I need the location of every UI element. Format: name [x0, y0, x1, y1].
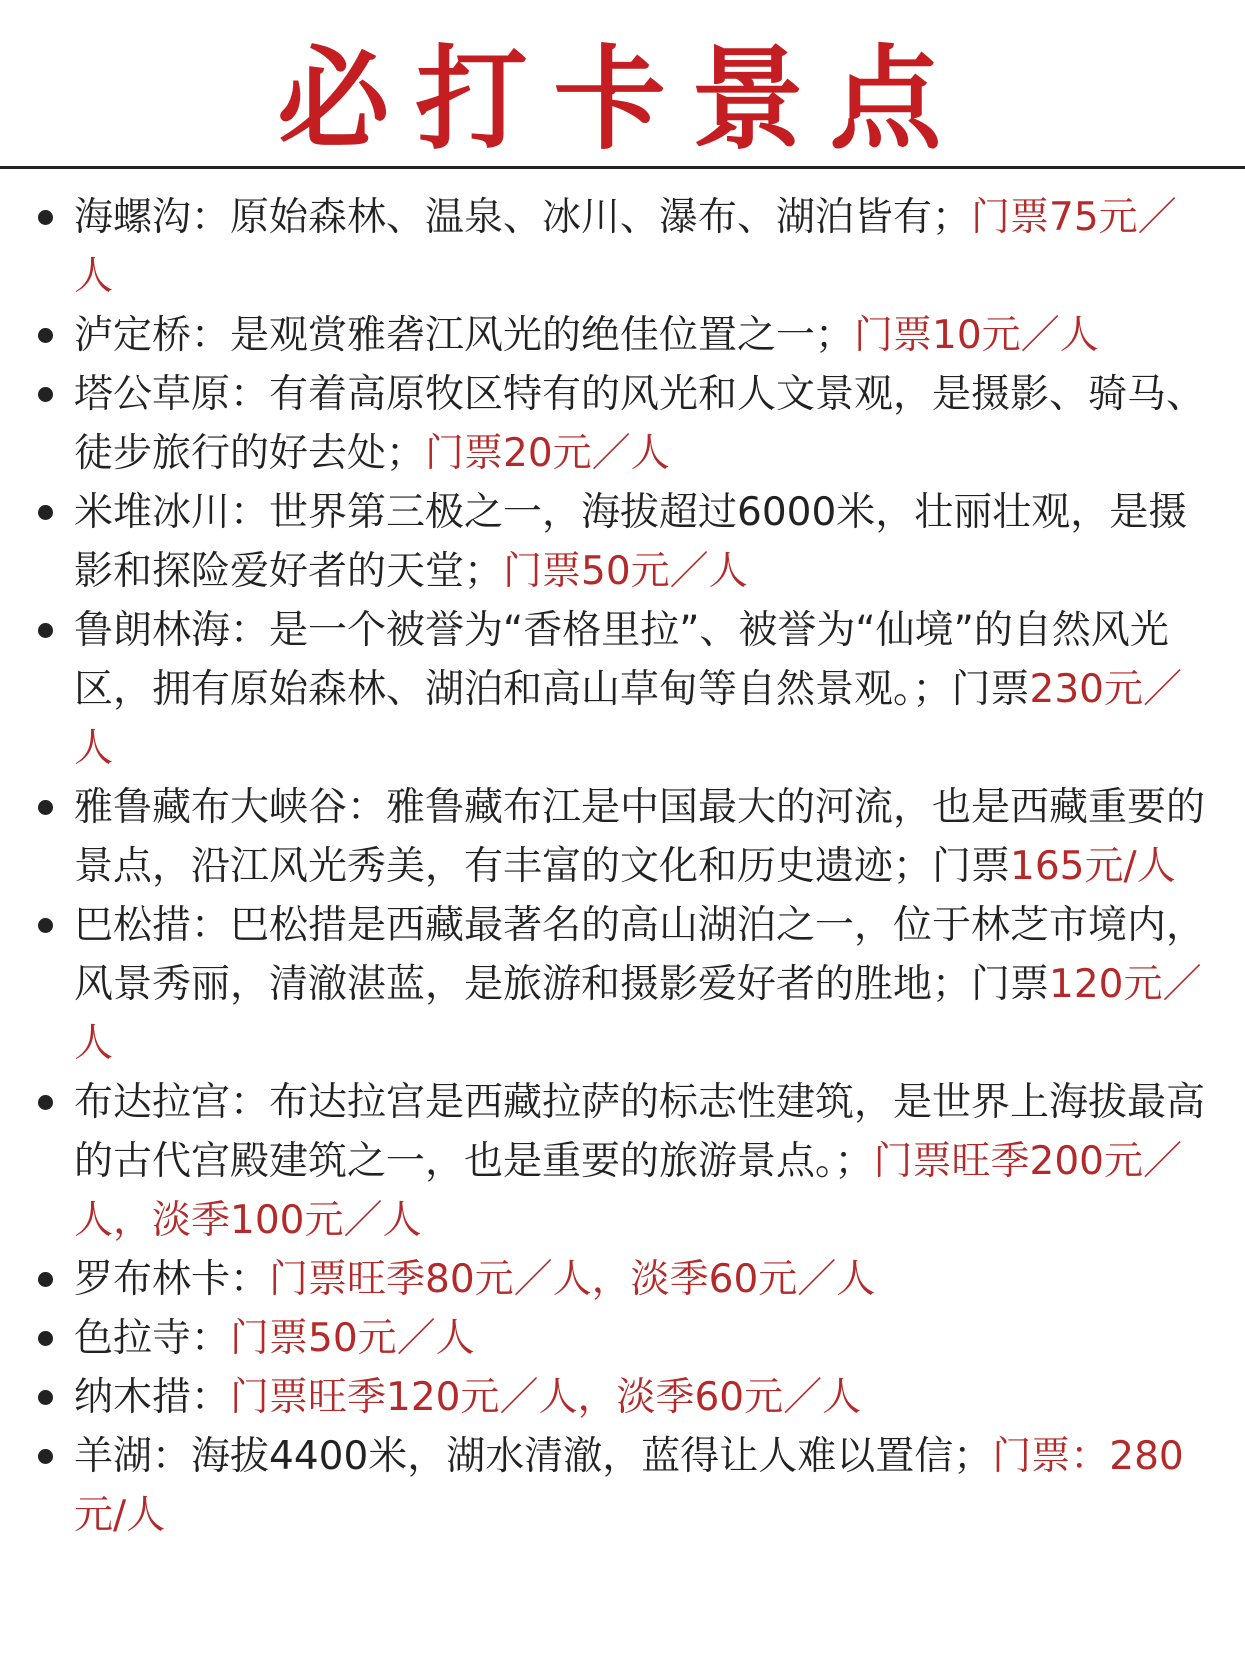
list-item	[0, 365, 1245, 483]
header	[0, 0, 1245, 168]
spot-description: 泸定桥：是观赏雅砻江风光的绝佳位置之一；	[74, 313, 855, 358]
spot-description: 罗布林卡：	[74, 1257, 270, 1302]
bullet-icon	[38, 623, 53, 638]
list-item	[0, 483, 1245, 601]
list-item	[0, 1309, 1245, 1368]
ticket-price: 门票旺季200元／人，淡季100元／人	[74, 1139, 1182, 1243]
ticket-price: 门票75元／人	[74, 195, 1177, 299]
ticket-price: 门票：280元/人	[74, 1434, 1184, 1538]
spot-description: 色拉寺：	[74, 1316, 231, 1361]
list-item	[0, 1427, 1245, 1545]
bullet-icon	[38, 387, 53, 402]
ticket-price: 120元／人	[74, 962, 1202, 1066]
bullet-icon	[38, 505, 53, 520]
list-item	[0, 1250, 1245, 1309]
list-item	[0, 306, 1245, 365]
ticket-price: 230元／人	[74, 667, 1182, 771]
title-divider	[0, 166, 1245, 169]
bullet-icon	[38, 1272, 53, 1287]
list-item	[0, 601, 1245, 778]
ticket-price: 门票20元／人	[425, 431, 670, 476]
bullet-icon	[38, 1449, 53, 1464]
list-item	[0, 1073, 1245, 1250]
bullet-icon	[38, 1331, 53, 1346]
ticket-price: 165元/人	[1010, 844, 1176, 889]
page-title: 必打卡景点	[277, 35, 968, 165]
spot-description: 塔公草原：有着高原牧区特有的风光和人文景观，是摄影、骑马、徒步旅行的好去处；	[74, 372, 1206, 476]
spot-description: 鲁朗林海：是一个被誉为“香格里拉”、被誉为“仙境”的自然风光区，拥有原始森林、湖泊和高山草甸等自然景观。；门票	[74, 608, 1169, 712]
list-item	[0, 188, 1245, 306]
bullet-icon	[38, 1095, 53, 1110]
spot-list	[0, 188, 1245, 1545]
ticket-price: 门票旺季80元／人，淡季60元／人	[269, 1257, 876, 1302]
ticket-price: 门票旺季120元／人，淡季60元／人	[230, 1375, 862, 1420]
bullet-icon	[38, 210, 53, 225]
bullet-icon	[38, 1390, 53, 1405]
bullet-icon	[38, 328, 53, 343]
list-item	[0, 778, 1245, 896]
bullet-icon	[38, 918, 53, 933]
ticket-price: 门票50元／人	[230, 1316, 475, 1361]
list-item	[0, 896, 1245, 1073]
ticket-price: 门票50元／人	[503, 549, 748, 594]
spot-description: 羊湖：海拔4400米，湖水清澈，蓝得让人难以置信；	[74, 1434, 993, 1479]
spot-description: 巴松措：巴松措是西藏最著名的高山湖泊之一，位于林芝市境内，风景秀丽，清澈湛蓝，是旅游和摄影爱好者的胜地；门票	[74, 903, 1206, 1007]
spot-description: 海螺沟：原始森林、温泉、冰川、瀑布、湖泊皆有；	[74, 195, 972, 240]
spot-description: 米堆冰川：世界第三极之一，海拔超过6000米，壮丽壮观，是摄影和探险爱好者的天堂；	[74, 490, 1188, 594]
spot-description: 雅鲁藏布大峡谷：雅鲁藏布江是中国最大的河流，也是西藏重要的景点，沿江风光秀美，有丰富的文化和历史遗迹；门票	[74, 785, 1206, 889]
list-item	[0, 1368, 1245, 1427]
spot-description: 纳木措：	[74, 1375, 231, 1420]
spot-description: 布达拉宫：布达拉宫是西藏拉萨的标志性建筑，是世界上海拔最高的古代宫殿建筑之一，也是重要的旅游景点。；	[74, 1080, 1206, 1184]
ticket-price: 门票10元／人	[854, 313, 1099, 358]
bullet-icon	[38, 800, 53, 815]
